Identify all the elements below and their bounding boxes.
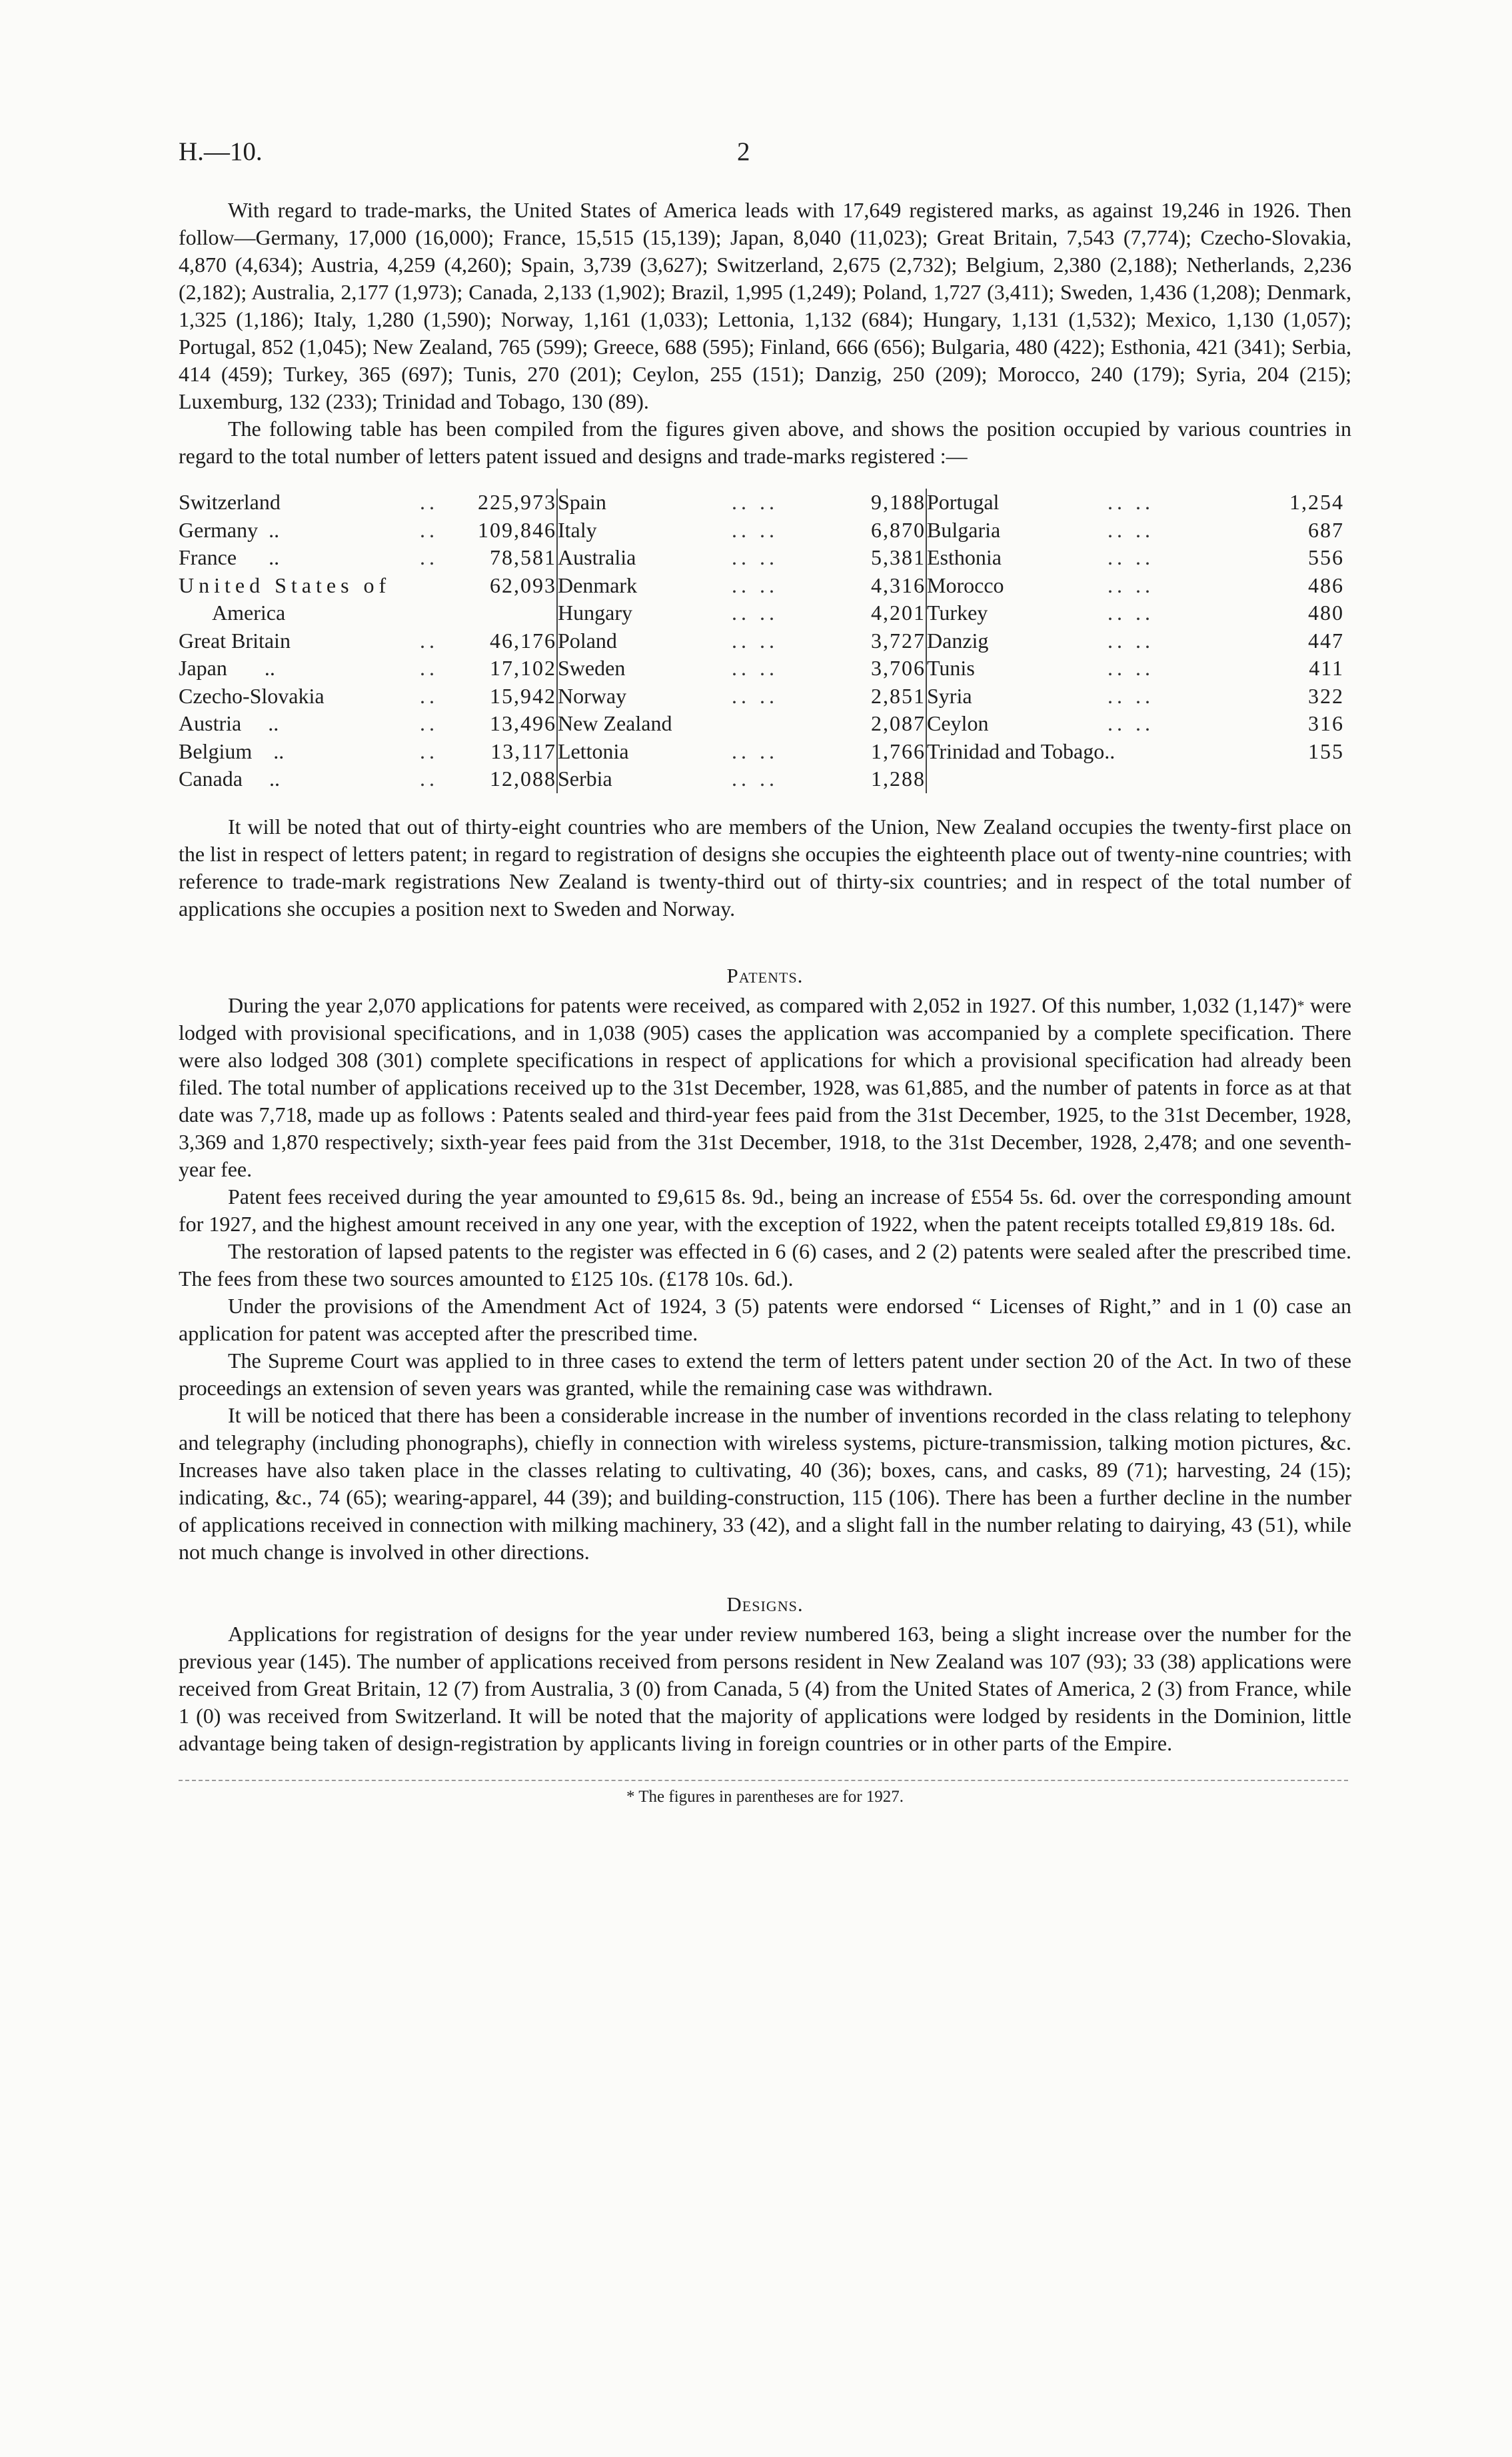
leader-dots: .. xyxy=(420,767,438,791)
country-name: Japan .. xyxy=(179,656,275,680)
country-ranking-table xyxy=(179,489,1348,793)
patents-paragraph-3: The restoration of lapsed patents to the register was effected in 6 (6) cases, and 2 (2) patents were sealed after the prescribed time. The fees from these two sources amounted to £125 10s. (£178 10s. 6d.). xyxy=(179,1238,1351,1290)
country-value: 2,851 xyxy=(871,683,926,708)
country-name: Syria xyxy=(926,683,1108,711)
country-value: 4,316 xyxy=(871,573,926,597)
country-value: 480 xyxy=(1308,601,1344,625)
table-row xyxy=(179,710,1348,738)
table-row xyxy=(179,517,1348,545)
patents-paragraph-4: Under the provisions of the Amendment Act of 1924, 3 (5) patents were endorsed “ Licenses of Right,” and in 1 (0) case an application for patent was accepted after the prescribed time. xyxy=(179,1293,1351,1345)
leader-dots: .. .. xyxy=(732,601,778,625)
table-intro-paragraph: The following table has been compiled from the figures given above, and shows the position occupied by various countries in regard to the total number of letters patent issued and designs and trade-marks registered :— xyxy=(179,417,1351,468)
country-name: Bulgaria xyxy=(926,517,1108,545)
table-row xyxy=(179,627,1348,655)
leader-dots: .. xyxy=(420,628,438,653)
country-value: 9,188 xyxy=(871,490,926,514)
page-body xyxy=(179,197,1351,1806)
leader-dots: .. .. xyxy=(1108,711,1154,735)
country-name: Switzerland xyxy=(179,490,281,514)
leader-dots: .. xyxy=(420,490,438,514)
country-name: Turkey xyxy=(926,599,1108,627)
country-name: France .. xyxy=(179,545,280,569)
table-row xyxy=(179,655,1348,683)
table-row xyxy=(179,489,1348,517)
country-name: Great Britain xyxy=(179,628,291,653)
country-value: 2,087 xyxy=(871,711,926,735)
leader-dots: .. .. xyxy=(732,490,778,514)
leader-dots: .. xyxy=(420,656,438,680)
leader-dots: .. .. xyxy=(1108,490,1154,514)
country-name: Australia xyxy=(557,544,732,572)
country-value: 5,381 xyxy=(871,545,926,569)
leader-dots: .. .. xyxy=(732,656,778,680)
country-name: Tunis xyxy=(926,655,1108,683)
designs-paragraph-1: Applications for registration of designs for the year under review numbered 163, being a slight increase over the number for the previous year (145). The number of applications received from persons resident in New Zealand was 107 (93); 33 (38) applications were received from Great Britain, 12 (7) from Australia, 3 (0) from Canada, 5 (4) from the United States of America, 2 (3) from France, while 1 (0) was received from Switzerland. It will be noted that the majority of applications were lodged by residents in the Dominion, little advantage being taken of design-registration by applicants living in foreign countries or in other parts of the Empire. xyxy=(179,1621,1351,1755)
table-row xyxy=(179,683,1348,711)
country-name: Belgium .. xyxy=(179,739,285,763)
table-row xyxy=(179,738,1348,766)
country-value: 78,581 xyxy=(490,545,556,569)
country-name: Spain xyxy=(557,489,732,517)
leader-dots: .. .. xyxy=(732,767,778,791)
country-value: 687 xyxy=(1308,517,1344,542)
leader-dots: .. .. xyxy=(1108,628,1154,653)
country-name: Danzig xyxy=(926,627,1108,655)
document-reference: H.—10. xyxy=(179,137,263,166)
country-value: 3,706 xyxy=(871,656,926,680)
country-value: 62,093 xyxy=(490,573,556,597)
leader-dots: .. xyxy=(420,545,438,569)
page-header xyxy=(179,137,1365,177)
leader-dots: .. .. xyxy=(732,517,778,542)
table-row xyxy=(179,572,1348,600)
country-name: Czecho-Slovakia xyxy=(179,683,325,708)
country-name: Hungary xyxy=(557,599,732,627)
country-value: 109,846 xyxy=(478,517,556,542)
footnote: * The figures in parentheses are for 1927. xyxy=(626,1787,904,1806)
country-name: Morocco xyxy=(926,572,1108,600)
country-value: 486 xyxy=(1308,573,1344,597)
country-value: 3,727 xyxy=(871,628,926,653)
leader-dots: .. .. xyxy=(1108,545,1154,569)
country-value: 17,102 xyxy=(490,656,556,680)
leader-dots: .. xyxy=(420,683,438,708)
table-row xyxy=(179,599,1348,627)
leader-dots: .. .. xyxy=(1108,656,1154,680)
country-name: Serbia xyxy=(557,765,732,793)
leader-dots: .. .. xyxy=(732,628,778,653)
leader-dots: .. .. xyxy=(732,573,778,597)
country-name: Sweden xyxy=(557,655,732,683)
patents-paragraph-1: During the year 2,070 applications for patents were received, as compared with 2,052 in 1927. Of this number, 1,032 (1,147)* were lodged with provisional specifications, and in 1,038 (905) cases the application was accompanied by a complete specification. There were also lodged 308 (301) complete specifications in respect of applications for which a provisional specification had already been filed. The total number of applications received up to the 31st December, 1928, was 61,885, and the number of patents in force as at that date was 7,718, made up as follows : Patents sealed and third-year fees paid from the 31st December, 1925, to the 31st December, 1928, 3,369 and 1,870 respectively; sixth-year fees paid from the 31st December, 1918, to the 31st December, 1928, 2,478; and one seventh-year fee. xyxy=(179,993,1352,1181)
country-name: Trinidad and Tobago.. xyxy=(926,738,1186,766)
leader-dots: .. xyxy=(420,517,438,542)
page-number: 2 xyxy=(737,137,750,166)
country-name: Austria .. xyxy=(179,711,279,735)
country-name: Denmark xyxy=(557,572,732,600)
table-row xyxy=(179,544,1348,572)
country-name: Italy xyxy=(557,517,732,545)
country-value: 12,088 xyxy=(490,767,556,791)
leader-dots: .. .. xyxy=(732,739,778,763)
leader-dots: .. .. xyxy=(1108,601,1154,625)
country-name: United States of xyxy=(179,573,391,597)
leader-dots: .. .. xyxy=(1108,517,1154,542)
country-name: Portugal xyxy=(926,489,1108,517)
country-name: Ceylon xyxy=(926,710,1108,738)
country-value: 46,176 xyxy=(490,628,556,653)
leader-dots: .. .. xyxy=(1108,573,1154,597)
country-name: Norway xyxy=(557,683,732,711)
country-value: 316 xyxy=(1308,711,1344,735)
country-name: Esthonia xyxy=(926,544,1108,572)
country-value: 411 xyxy=(1309,656,1344,680)
union-note-paragraph: It will be noted that out of thirty-eight countries who are members of the Union, New Zealand occupies the twenty-first place on the list in respect of letters patent; in regard to registration of designs she occupies the eighteenth place out of twenty-nine countries; with reference to trade-mark registrations New Zealand is twenty-third out of thirty-six countries; and in respect of the total number of applications she occupies a position next to Sweden and Norway. xyxy=(179,814,1351,921)
country-value: 13,496 xyxy=(490,711,556,735)
footnote-marker: * xyxy=(1297,997,1305,1014)
leader-dots: .. .. xyxy=(732,683,778,708)
country-name: New Zealand xyxy=(557,710,818,738)
country-value: 1,766 xyxy=(871,739,926,763)
footnote-divider xyxy=(179,1780,1348,1781)
country-value: 1,288 xyxy=(871,767,926,791)
country-value: 225,973 xyxy=(478,490,556,514)
trademarks-paragraph: With regard to trade-marks, the United States of America leads with 17,649 registered marks, as against 19,246 in 1926. Then follow—Germany, 17,000 (16,000); France, 15,515 (15,139); Japan, 8,040 (11,023); Great Britain, 7,543 (7,774); Czecho-Slovakia, 4,870 (4,634); Austria, 4,259 (4,260); Spain, 3,739 (3,627); Switzerland, 2,675 (2,732); Belgium, 2,380 (2,188); Netherlands, 2,236 (2,182); Australia, 2,177 (1,973); Canada, 2,133 (1,902); Brazil, 1,995 (1,249); Poland, 1,727 (3,411); Sweden, 1,436 (1,208); Denmark, 1,325 (1,186); Italy, 1,280 (1,590); Norway, 1,161 (1,033); Lettonia, 1,132 (684); Hungary, 1,131 (1,532); Mexico, 1,130 (1,057); Portugal, 852 (1,045); New Zealand, 765 (599); Greece, 688 (595); Finland, 666 (656); Bulgaria, 480 (422); Esthonia, 421 (341); Serbia, 414 (459); Turkey, 365 (697); Tunis, 270 (201); Ceylon, 255 (151); Danzig, 250 (209); Morocco, 240 (179); Syria, 204 (215); Luxemburg, 132 (233); Trinidad and Tobago, 130 (89). xyxy=(179,198,1351,413)
country-value: 556 xyxy=(1308,545,1344,569)
country-value: 447 xyxy=(1308,628,1344,653)
patents-heading: Patents. xyxy=(726,963,804,987)
country-name-continued: America xyxy=(212,601,286,625)
country-name: Lettonia xyxy=(557,738,732,766)
country-name: Germany .. xyxy=(179,517,280,542)
country-value: 322 xyxy=(1308,683,1344,708)
country-name: Poland xyxy=(557,627,732,655)
patents-paragraph-5: The Supreme Court was applied to in three cases to extend the term of letters patent under section 20 of the Act. In two of these proceedings an extension of seven years was granted, while the remaining case was withdrawn. xyxy=(179,1348,1351,1400)
country-value: 13,117 xyxy=(490,739,556,763)
table-row xyxy=(179,765,1348,793)
country-value: 4,201 xyxy=(871,601,926,625)
patents-paragraph-6: It will be noticed that there has been a considerable increase in the number of inventions recorded in the class relating to telephony and telegraphy (including phonographs), chiefly in connection with wireless systems, picture-transmission, talking motion pictures, &c. Increases have also taken place in the classes relating to cultivating, 40 (36); boxes, cans, and casks, 89 (71); harvesting, 24 (15); indicating, &c., 74 (65); wearing-apparel, 44 (39); and building-construction, 115 (106). There has been a further decline in the number of applications received in connection with milking machinery, 33 (42), and a slight fall in the number relating to dairying, 43 (51), while not much change is involved in other directions. xyxy=(179,1402,1351,1564)
leader-dots: .. .. xyxy=(1108,683,1154,708)
designs-heading: Designs. xyxy=(726,1592,804,1616)
country-value: 1,254 xyxy=(1289,490,1344,514)
leader-dots: .. .. xyxy=(732,545,778,569)
patents-paragraph-2: Patent fees received during the year amounted to £9,615 8s. 9d., being an increase of £554 5s. 6d. over the corresponding amount for 1927, and the highest amount received in any one year, with the exception of 1922, when the patent receipts totalled £9,819 18s. 6d. xyxy=(179,1184,1351,1236)
leader-dots: .. xyxy=(420,739,438,763)
country-name: Canada .. xyxy=(179,767,280,791)
leader-dots: .. xyxy=(420,711,438,735)
country-value: 15,942 xyxy=(490,683,556,708)
country-value: 6,870 xyxy=(871,517,926,542)
country-value: 155 xyxy=(1308,739,1344,763)
